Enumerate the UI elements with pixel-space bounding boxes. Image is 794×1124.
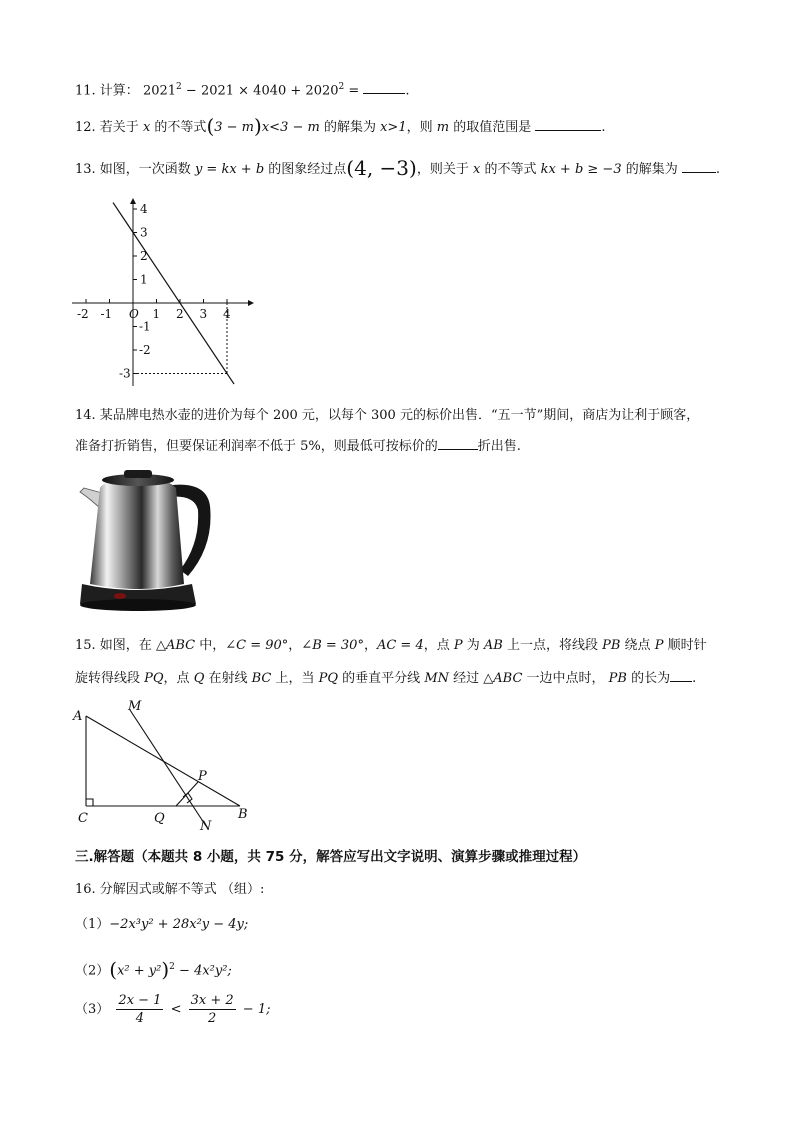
- question-16-title: 16. 分解因式或解不等式 （组）:: [75, 882, 265, 897]
- question-16-part-1: （1）−2x³y² + 28x²y − 4y;: [75, 917, 249, 932]
- x-tick-label: O: [129, 307, 139, 321]
- y-tick-label: -2: [139, 343, 151, 357]
- label-c: C: [78, 811, 88, 826]
- triangle-figure: [70, 698, 260, 838]
- line-mn: [130, 710, 206, 826]
- question-13: 13. 如图，一次函数 y = kx + b 的图象经过点(4, −3)，则关于 x 的不等式 kx + b ≥ −3 的解集为 .: [75, 156, 720, 180]
- y-tick-label: -1: [139, 319, 151, 334]
- answer-blank[interactable]: [535, 118, 601, 131]
- section-heading: 三.解答题（本题共 8 小题，共 75 分，解答应写出文字说明、演算步骤或推理过程）: [75, 849, 587, 865]
- fraction-right: $\frac{3x + 2}{2}$: [190, 993, 234, 1026]
- label-a: A: [73, 709, 83, 724]
- question-15-line-1: 15. 如图，在 △ABC 中，∠C = 90°，∠B = 30°，AC = 4，点 P 为 AB 上一点，将线段 PB 绕点 P 顺时针: [75, 638, 707, 653]
- answer-blank[interactable]: [438, 437, 478, 450]
- question-14-line-1: 14. 某品牌电热水壶的进价为每个 200 元，以每个 300 元的标价出售．“五一节”期间，商店为让利于顾客，: [75, 408, 700, 423]
- y-tick-label: 3: [140, 225, 148, 240]
- label-n: N: [200, 819, 212, 834]
- question-12: 12. 若关于 x 的不等式(3 − m)x<3 − m 的解集为 x>1，则 m 的取值范围是 .: [75, 114, 606, 138]
- label-b: B: [238, 807, 248, 822]
- answer-blank[interactable]: [682, 160, 716, 173]
- label-m: M: [128, 699, 142, 714]
- y-tick-label: 1: [140, 272, 148, 287]
- x-tick-label: 1: [152, 307, 161, 321]
- question-11: 11. 计算： $2021^2 - 2021 \times 4040 + 2020^2$ = .: [75, 82, 410, 99]
- y-axis-arrow: [130, 198, 136, 204]
- function-graph: [68, 196, 268, 396]
- x-tick-label: 3: [199, 307, 208, 321]
- y-tick-label: 4: [140, 202, 148, 216]
- function-line: [113, 203, 234, 385]
- y-tick-label: -3: [119, 366, 131, 381]
- answer-blank[interactable]: [363, 81, 405, 94]
- x-tick-label: -1: [100, 307, 113, 321]
- x-tick-label: 2: [176, 307, 184, 321]
- fraction-left: $\frac{2x - 1}{4}$: [118, 993, 162, 1026]
- x-tick-label: 4: [223, 307, 231, 321]
- electric-kettle-image: [76, 466, 216, 618]
- answer-blank[interactable]: [670, 669, 692, 682]
- question-14-line-2: 准备打折销售，但要保证利润率不低于 5%，则最低可按标价的 折出售.: [75, 439, 521, 454]
- question-15-line-2: 旋转得线段 PQ，点 Q 在射线 BC 上，当 PQ 的垂直平分线 MN 经过 △ABC 一边中点时， PB 的长为 .: [75, 671, 697, 686]
- question-16-part-3: （3） $\frac{2x - 1}{4}$ < $\frac{3x + 2}{2}$ − 1;: [75, 993, 271, 1026]
- x-axis-arrow: [248, 300, 254, 306]
- label-p: P: [198, 769, 207, 784]
- x-tick-label: -2: [77, 307, 89, 321]
- y-tick-label: 2: [140, 249, 148, 263]
- right-angle-c: [86, 799, 93, 806]
- question-16-part-2: $(2)(x^2 + y^2)^2 - 4x^2y^2$;: [75, 957, 232, 982]
- label-q: Q: [154, 811, 165, 826]
